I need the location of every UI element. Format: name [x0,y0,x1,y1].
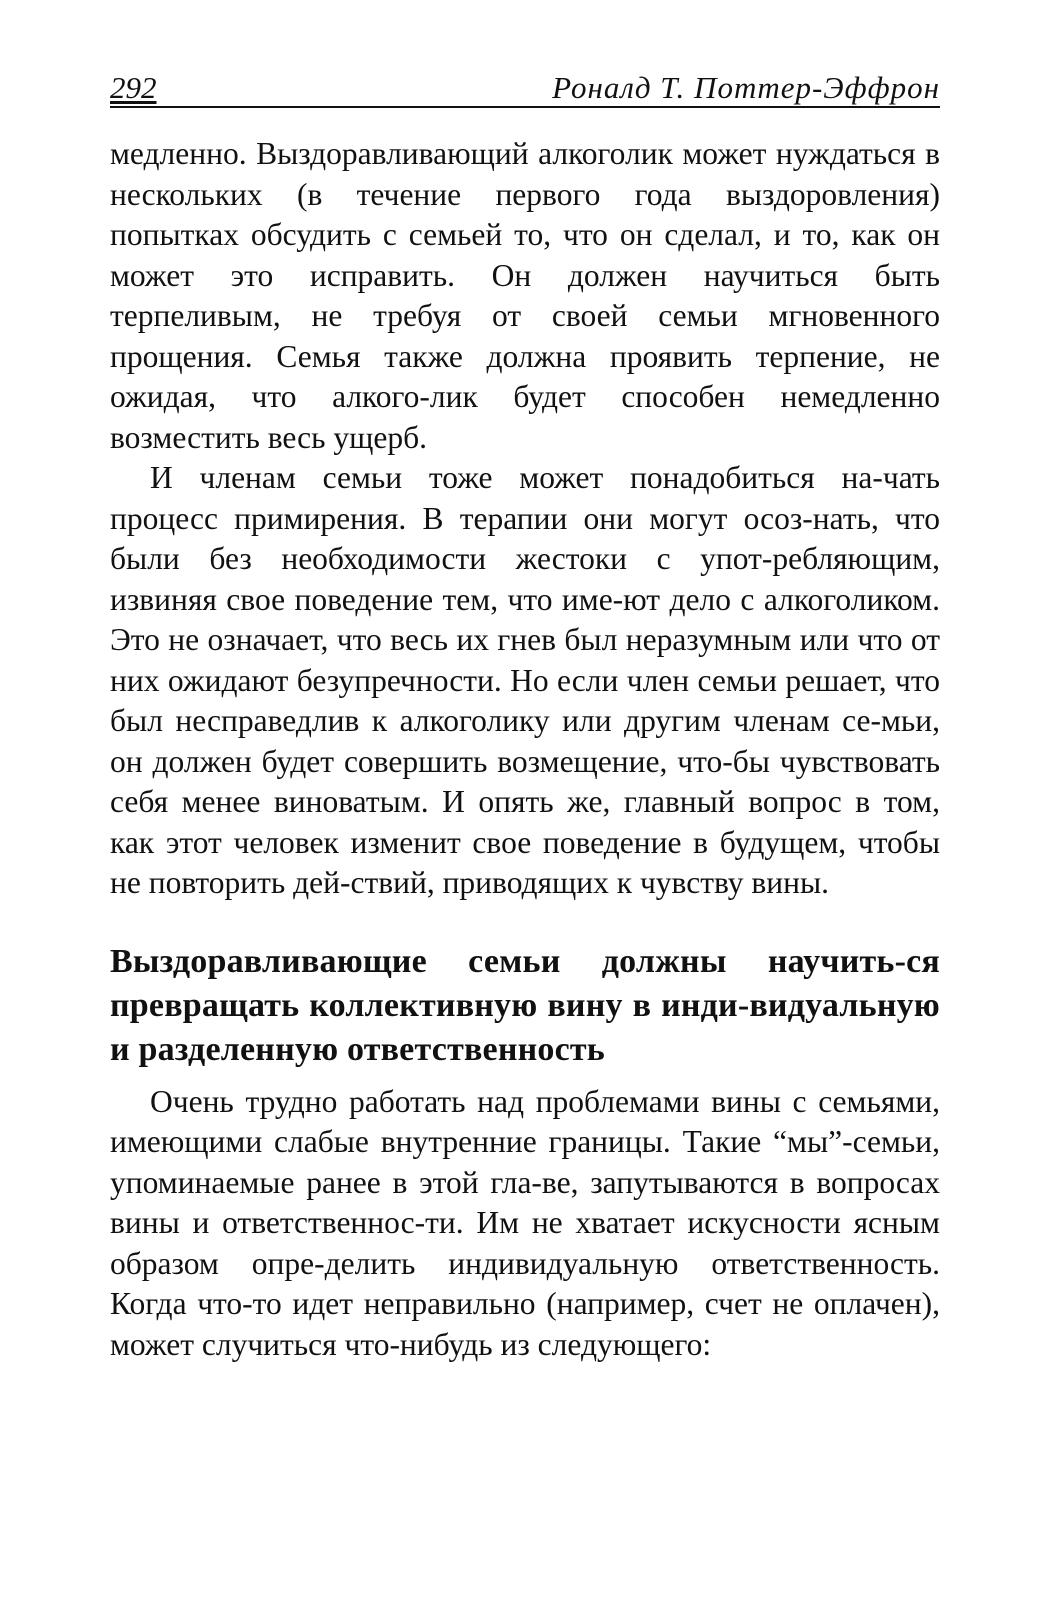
page-number: 292 [110,70,157,105]
running-head [110,66,940,108]
running-title: Роналд Т. Поттер-Эффрон [552,70,940,105]
paragraph-continued: медленно. Выздоравливающий алкоголик может нуждаться в нескольких (в течение первого года выздоровления) попытках обсудить с семьей то, что он сделал, и то, как он может это исправить. Он должен научиться быть терпеливым, не требуя от своей семьи мгновенного прощения. Семья также должна проявить терпение, не ожидая, что алкого-лик будет способен немедленно возместить весь ущерб. [110,136,940,455]
paragraph-family-reconciliation: И членам семьи тоже может понадобиться на-чать процесс примирения. В терапии они могут осоз-нать, что были без необходимости жестоки с упот-ребляющим, извиняя свое поведение тем, что име-ют дело с алкоголиком. Это не означает, что весь их гнев был неразумным или что от них ожидают безупречности. Но если член семьи решает, что был несправедлив к алкоголику или другим членам се-мьи, он должен будет совершить возмещение, что-бы чувствовать себя менее виноватым. И опять же, главный вопрос в том, как этот человек изменит свое поведение в будущем, чтобы не повторить дей-ствий, приводящих к чувству вины. [110,460,940,900]
section-heading: Выздоравливающие семьи должны научить-ся превращать коллективную вину в инди-видуальную и разделенную ответственность [110,942,940,1068]
paragraph-section-intro: Очень трудно работать над проблемами вины с семьями, имеющими слабые внутренние границы. Такие “мы”-семьи, упоминаемые ранее в этой гла-ве, запутываются в вопросах вины и ответственнос-ти. Им не хватает искусности ясным образом опре-делить индивидуальную ответственность. Когда что-то идет неправильно (например, счет не оплачен), может случиться что-нибудь из следующего: [110,1083,940,1362]
